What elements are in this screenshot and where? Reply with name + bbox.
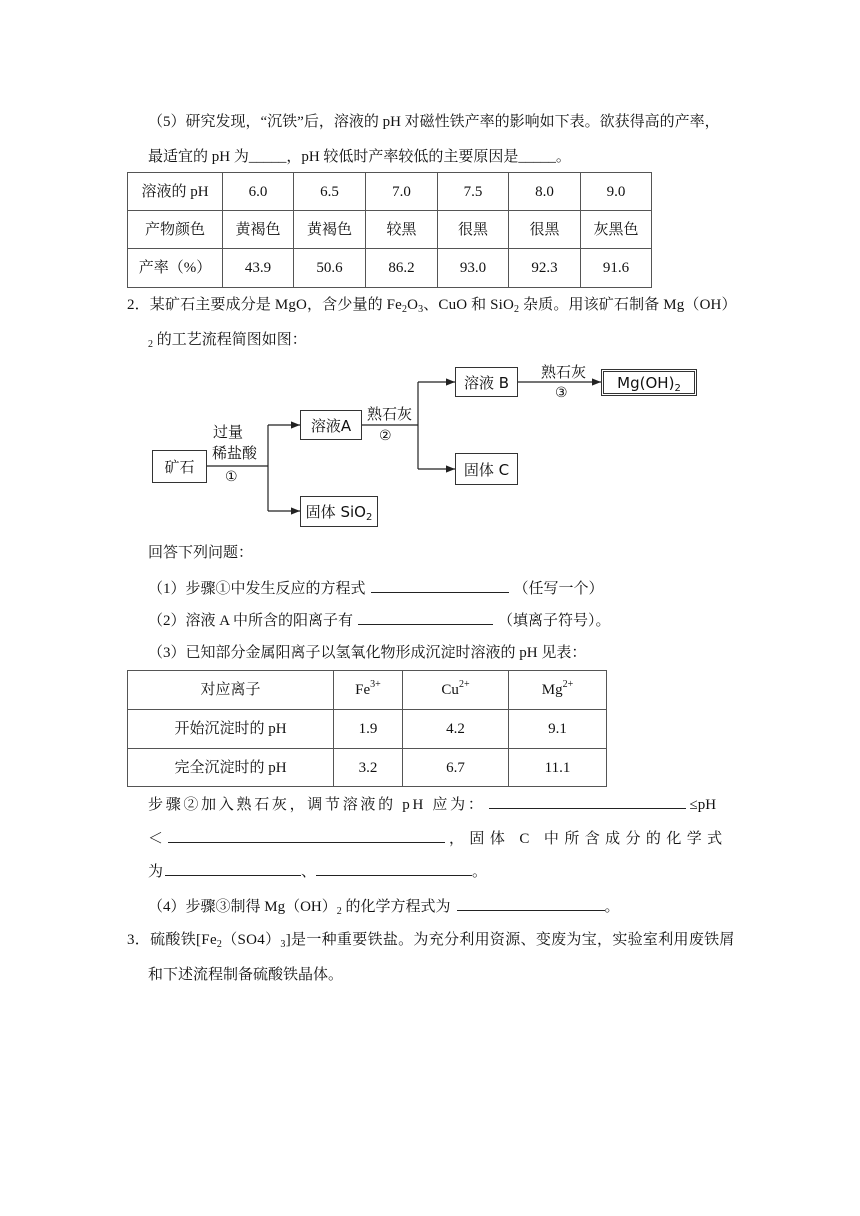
q2-part4-end: 。 bbox=[604, 899, 620, 915]
table-cell: 很黑 bbox=[509, 211, 581, 249]
precipitation-ph-table bbox=[127, 670, 607, 787]
answer-blank bbox=[489, 793, 686, 809]
q2-stem-text: 杂质。用该矿石制备 Mg（OH） bbox=[519, 297, 737, 313]
row-header: 产率（%） bbox=[128, 249, 223, 288]
table-row bbox=[128, 211, 652, 249]
product-text bbox=[617, 374, 681, 392]
table-cell: 11.1 bbox=[509, 749, 607, 787]
subscript: 2 bbox=[216, 939, 223, 950]
q2-part3-intro: （3）已知部分金属阳离子以氢氧化物形成沉淀时溶液的 pH 见表： bbox=[148, 645, 587, 661]
q3-stem-line2: 和下述流程制备硫酸铁晶体。 bbox=[148, 967, 344, 983]
table-cell: 7.5 bbox=[438, 173, 509, 211]
table-cell: 3.2 bbox=[334, 749, 403, 787]
q2-part3-line1-text: 步骤②加入熟石灰，调节溶液的 pH 应为： bbox=[148, 797, 486, 813]
subscript: 3 bbox=[280, 939, 286, 950]
q2-part3-line3-start: 为 bbox=[148, 864, 164, 880]
q2-stem-text: 、CuO 和 SiO bbox=[423, 297, 514, 313]
q2-stem-text: 的工艺流程简图如图： bbox=[153, 332, 307, 348]
table-cell: 6.5 bbox=[294, 173, 366, 211]
table-cell: 较黑 bbox=[366, 211, 438, 249]
ion-charge: 3+ bbox=[370, 679, 381, 690]
product-box bbox=[601, 369, 697, 396]
table-cell: 91.6 bbox=[581, 249, 652, 288]
table-header-row bbox=[128, 671, 607, 710]
table-row bbox=[128, 710, 607, 749]
q2-prompt: 回答下列问题： bbox=[148, 545, 254, 561]
process-flowchart bbox=[140, 355, 710, 540]
q2-stem-text: O bbox=[407, 297, 419, 313]
subscript: 2 bbox=[513, 304, 520, 315]
q3-stem-text: 3．硫酸铁[Fe bbox=[127, 932, 217, 948]
subscript: 2 bbox=[148, 339, 153, 350]
q3-stem-text: （SO4） bbox=[222, 932, 281, 948]
q1-part5-line2: 最适宜的 pH 为_____，pH 较低时产率较低的主要原因是_____。 bbox=[148, 149, 571, 165]
table-body bbox=[128, 173, 652, 288]
ion-symbol: Cu bbox=[441, 682, 459, 698]
ion-charge: 2+ bbox=[458, 679, 470, 690]
table-cell: 4.2 bbox=[403, 710, 509, 749]
q3-stem-line1 bbox=[127, 929, 735, 951]
q2-part3-line2 bbox=[148, 827, 728, 849]
ion-symbol: Fe bbox=[355, 682, 371, 698]
q2-part3-line2-start: ＜ bbox=[148, 831, 164, 847]
q2-part2 bbox=[148, 609, 611, 631]
answer-blank bbox=[168, 827, 445, 843]
solution-a-label: 溶液A bbox=[310, 416, 352, 435]
header-cell: 对应离子 bbox=[128, 671, 334, 710]
q2-part4-text: （4）步骤③制得 Mg（OH） bbox=[148, 899, 337, 915]
q2-part2-note: （填离子符号）。 bbox=[498, 613, 611, 629]
table-row bbox=[128, 249, 652, 288]
table-body bbox=[128, 671, 607, 787]
solid-sio2-box bbox=[300, 496, 378, 527]
table-cell: 9.1 bbox=[509, 710, 607, 749]
table-cell: 86.2 bbox=[366, 249, 438, 288]
row-header: 溶液的 pH bbox=[128, 173, 223, 211]
ion-header-fe bbox=[334, 671, 403, 710]
ph-yield-table bbox=[127, 172, 652, 288]
q2-part2-text: （2）溶液 A 中所含的阳离子有 bbox=[148, 613, 354, 629]
table-cell: 黄褐色 bbox=[294, 211, 366, 249]
table-cell: 6.0 bbox=[223, 173, 294, 211]
q2-stem-line2 bbox=[148, 329, 307, 351]
step2-marker: ② bbox=[379, 428, 392, 444]
q2-part1 bbox=[148, 577, 604, 599]
table-cell: 8.0 bbox=[509, 173, 581, 211]
table-cell: 7.0 bbox=[366, 173, 438, 211]
row-header: 产物颜色 bbox=[128, 211, 223, 249]
answer-blank bbox=[165, 860, 301, 876]
table-cell: 50.6 bbox=[294, 249, 366, 288]
solid-c-box bbox=[455, 453, 518, 485]
row-header: 完全沉淀时的 pH bbox=[128, 749, 334, 787]
step1-marker: ① bbox=[225, 469, 238, 485]
q2-part1-note: （任写一个） bbox=[513, 581, 604, 597]
q3-stem-text: ]是一种重要铁盐。为充分利用资源、变废为宝，实验室利用废铁屑 bbox=[285, 932, 735, 948]
ion-header-cu bbox=[403, 671, 509, 710]
table-cell: 9.0 bbox=[581, 173, 652, 211]
connector-group bbox=[207, 382, 601, 511]
q2-part3-line1-end: ≤pH bbox=[689, 797, 717, 813]
answer-blank bbox=[457, 895, 605, 911]
table-cell: 1.9 bbox=[334, 710, 403, 749]
ion-charge: 2+ bbox=[562, 679, 574, 690]
answer-blank bbox=[316, 860, 472, 876]
q2-part4-text: 的化学方程式为 bbox=[341, 899, 451, 915]
ore-label: 矿石 bbox=[164, 458, 195, 476]
subscript: 2 bbox=[365, 512, 373, 523]
table-cell: 黄褐色 bbox=[223, 211, 294, 249]
q2-stem-text: 2．某矿石主要成分是 MgO，含少量的 Fe bbox=[127, 297, 402, 313]
q2-part3-line3-end: 。 bbox=[472, 864, 488, 880]
table-row bbox=[128, 173, 652, 211]
solid-sio2-label: 固体 SiO bbox=[305, 503, 366, 521]
row-header: 开始沉淀时的 pH bbox=[128, 710, 334, 749]
q2-stem-line1 bbox=[127, 294, 737, 316]
subscript: 2 bbox=[336, 906, 342, 917]
ion-header-mg bbox=[509, 671, 607, 710]
table-cell: 很黑 bbox=[438, 211, 509, 249]
table-cell: 6.7 bbox=[403, 749, 509, 787]
reagent1-label-line2: 稀盐酸 bbox=[212, 444, 258, 462]
table-cell: 43.9 bbox=[223, 249, 294, 288]
q1-part5-line1: （5）研究发现，“沉铁”后，溶液的 pH 对磁性铁产率的影响如下表。欲获得高的产率， bbox=[148, 114, 720, 130]
ion-symbol: Mg bbox=[541, 682, 563, 698]
q2-part3-line3-separator: 、 bbox=[301, 864, 317, 880]
step3-marker: ③ bbox=[555, 385, 568, 401]
q2-part3-line3 bbox=[148, 860, 487, 882]
subscript: 3 bbox=[418, 304, 424, 315]
table-row bbox=[128, 749, 607, 787]
ore-box bbox=[152, 450, 207, 483]
solid-c-label: 固体 C bbox=[463, 460, 510, 479]
q2-part3-line2-text: ，固体 C 中所含成分的化学式 bbox=[449, 831, 728, 847]
table-cell: 92.3 bbox=[509, 249, 581, 288]
answer-blank bbox=[371, 577, 509, 593]
solution-a-box bbox=[300, 410, 362, 440]
table-cell: 93.0 bbox=[438, 249, 509, 288]
table-cell: 灰黑色 bbox=[581, 211, 652, 249]
solid-sio2-text bbox=[306, 501, 373, 522]
reagent2-label: 熟石灰 bbox=[367, 405, 413, 423]
product-label: Mg(OH) bbox=[617, 373, 675, 392]
reagent3-label: 熟石灰 bbox=[541, 363, 587, 381]
q2-part4 bbox=[148, 895, 620, 917]
subscript: 2 bbox=[401, 304, 408, 315]
reagent1-label-line1: 过量 bbox=[213, 423, 244, 441]
q2-part1-text: （1）步骤①中发生反应的方程式 bbox=[148, 581, 366, 597]
solution-b-label: 溶液 B bbox=[463, 373, 510, 392]
q2-part3-line1 bbox=[148, 793, 716, 815]
answer-blank bbox=[358, 609, 493, 625]
subscript: 2 bbox=[674, 382, 681, 394]
solution-b-box bbox=[455, 367, 518, 397]
